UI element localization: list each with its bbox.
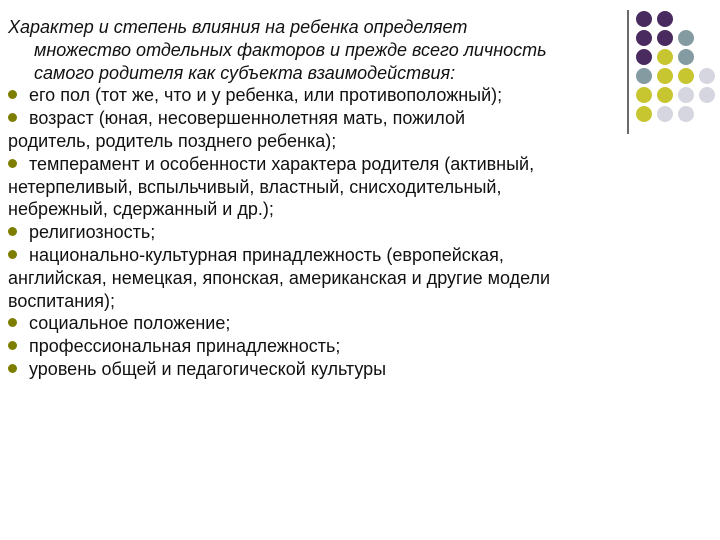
list-item-text: национально-культурная принадлежность (европейская, (29, 244, 504, 265)
slide-content (8, 16, 713, 381)
slide-title (8, 16, 713, 84)
list-item (8, 335, 713, 358)
bullet-icon (8, 90, 17, 99)
list-item-text: уровень общей и педагогической культуры (29, 358, 387, 379)
factor-list (8, 84, 713, 380)
list-item (8, 312, 713, 335)
list-item (8, 107, 713, 153)
list-item-line (8, 176, 713, 199)
title-line: множество отдельных факторов и прежде всего личность (34, 39, 547, 60)
list-item-text: его пол (тот же, что и у ребенка, или противоположный); (29, 85, 503, 106)
list-item-text: английская, немецкая, японская, американская и другие модели (8, 267, 551, 288)
list-item-line (8, 358, 713, 381)
list-item-line (8, 153, 713, 176)
list-item-line (8, 312, 713, 335)
bullet-icon (8, 341, 17, 350)
bullet-icon (8, 113, 17, 122)
list-item (8, 84, 713, 107)
list-item-text: темперамент и особенности характера родителя (активный, (29, 153, 535, 174)
list-item-line (8, 267, 713, 290)
list-item-line (8, 198, 713, 221)
list-item-text: воспитания); (8, 290, 115, 311)
list-item-line (8, 107, 713, 130)
title-line: самого родителя как субъекта взаимодействия: (34, 62, 456, 83)
list-item (8, 358, 713, 381)
bullet-icon (8, 227, 17, 236)
list-item-line (8, 244, 713, 267)
list-item-line (8, 84, 713, 107)
list-item-line (8, 290, 713, 313)
list-item (8, 244, 713, 312)
title-line: Характер и степень влияния на ребенка определяет (8, 17, 468, 37)
list-item-text: нетерпеливый, вспыльчивый, властный, снисходительный, (8, 176, 502, 197)
list-item-text: небрежный, сдержанный и др.); (8, 199, 274, 220)
list-item-line (8, 335, 713, 358)
list-item (8, 221, 713, 244)
bullet-icon (8, 159, 17, 168)
list-item-text: социальное положение; (29, 313, 231, 334)
list-item-text: возраст (юная, несовершеннолетняя мать, пожилой (29, 108, 466, 129)
list-item-text: родитель, родитель позднего ребенка); (8, 130, 337, 151)
bullet-icon (8, 318, 17, 327)
bullet-icon (8, 250, 17, 259)
list-item-line (8, 221, 713, 244)
list-item-text: профессиональная принадлежность; (29, 336, 341, 357)
list-item-text: религиозность; (29, 222, 156, 243)
list-item (8, 153, 713, 221)
bullet-icon (8, 364, 17, 373)
list-item-line (8, 130, 713, 153)
